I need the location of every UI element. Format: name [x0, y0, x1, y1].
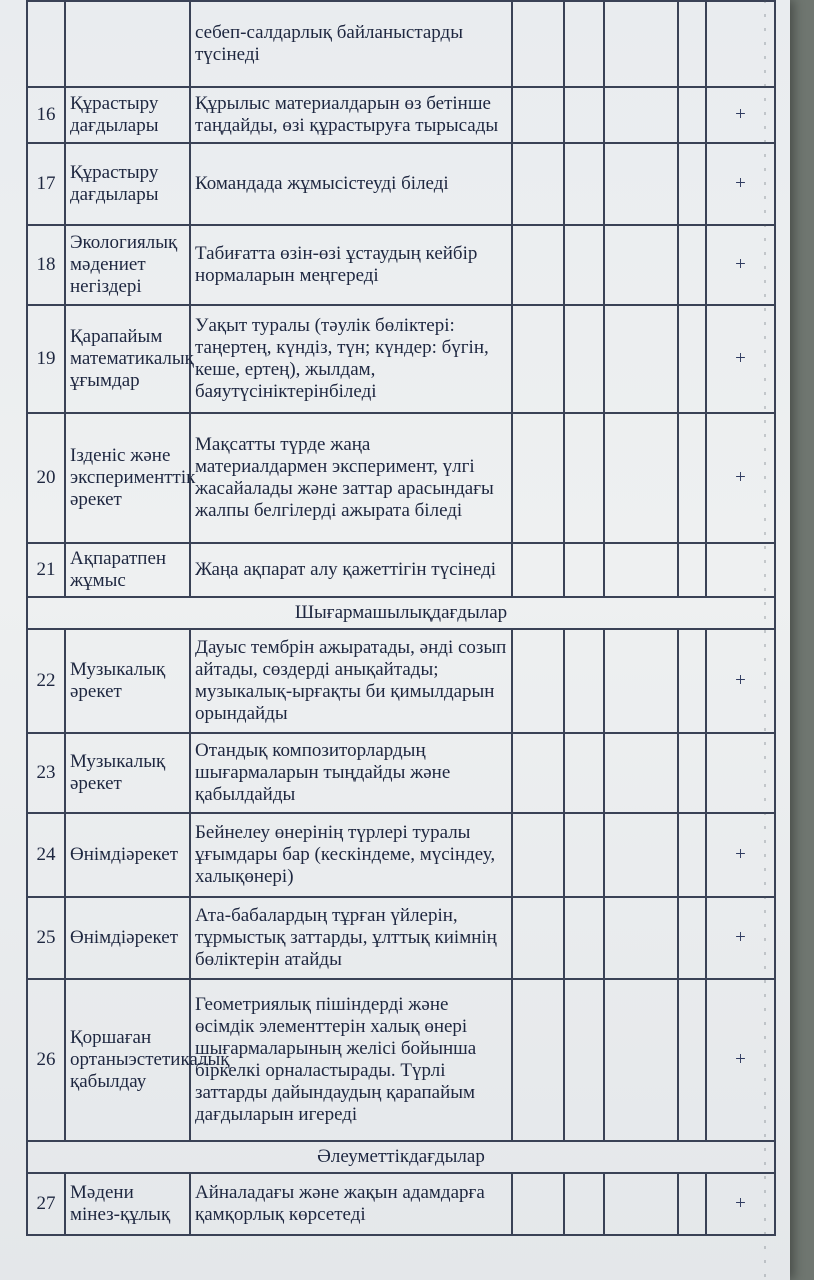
score-cell [564, 543, 604, 597]
skill-area [65, 1, 190, 87]
skill-description: Отандық композиторлардың шығармаларын тыңдайды және қабылдайды [190, 733, 512, 813]
row-number: 27 [27, 1173, 65, 1235]
score-cell [564, 979, 604, 1141]
score-cell [512, 1, 564, 87]
score-cell [678, 87, 706, 143]
checkmark-cell: + [706, 413, 775, 543]
skill-description: Табиғатта өзін-өзі ұстаудың кейбір нормаларын меңгереді [190, 225, 512, 305]
score-cell [604, 629, 678, 733]
score-cell [512, 413, 564, 543]
checkmark-cell: + [706, 979, 775, 1141]
score-cell [678, 143, 706, 225]
score-cell [512, 733, 564, 813]
score-cell [678, 813, 706, 897]
skill-area: Өнімдіәрекет [65, 813, 190, 897]
table-row [27, 413, 775, 543]
score-cell [512, 305, 564, 413]
score-cell [604, 413, 678, 543]
score-cell [512, 1173, 564, 1235]
score-cell [678, 629, 706, 733]
score-cell [512, 225, 564, 305]
skill-area: Мәдени мінез-құлық [65, 1173, 190, 1235]
score-cell [678, 225, 706, 305]
table-row [27, 629, 775, 733]
section-row [27, 597, 775, 629]
score-cell [604, 1173, 678, 1235]
table-row [27, 1, 775, 87]
score-cell [564, 305, 604, 413]
score-cell [512, 629, 564, 733]
skill-area: Ақпаратпен жұмыс [65, 543, 190, 597]
score-cell [604, 225, 678, 305]
skill-area: Музыкалық әрекет [65, 733, 190, 813]
checkmark-cell: + [706, 225, 775, 305]
score-cell [604, 87, 678, 143]
skill-area: Ізденіс және эксперименттік әрекет [65, 413, 190, 543]
score-cell [604, 897, 678, 979]
score-cell [678, 413, 706, 543]
table-row [27, 813, 775, 897]
score-cell [604, 143, 678, 225]
score-cell [564, 629, 604, 733]
row-number: 18 [27, 225, 65, 305]
assessment-table [26, 0, 776, 1236]
score-cell [564, 413, 604, 543]
checkmark-cell: + [706, 87, 775, 143]
table-row [27, 543, 775, 597]
row-number: 22 [27, 629, 65, 733]
section-heading: Әлеуметтікдағдылар [27, 1141, 775, 1173]
score-cell [512, 143, 564, 225]
table-row [27, 143, 775, 225]
checkmark-cell: + [706, 813, 775, 897]
checkmark-cell: + [706, 629, 775, 733]
skill-area: Музыкалық әрекет [65, 629, 190, 733]
score-cell [564, 897, 604, 979]
skill-description: Бейнелеу өнерінің түрлері туралы ұғымдары бар (кескіндеме, мүсіндеу, халықөнері) [190, 813, 512, 897]
score-cell [564, 733, 604, 813]
row-number: 19 [27, 305, 65, 413]
skill-area: Қоршаған ортаныэстетикалық қабылдау [65, 979, 190, 1141]
skill-description: Мақсатты түрде жаңа материалдармен эксперимент, үлгі жасайалады және заттар арасындағы жалпы белгілерді ажырата біледі [190, 413, 512, 543]
skill-area: Өнімдіәрекет [65, 897, 190, 979]
table-row [27, 225, 775, 305]
score-cell [678, 305, 706, 413]
score-cell [604, 543, 678, 597]
skill-description: Командада жұмысістеуді біледі [190, 143, 512, 225]
score-cell [678, 979, 706, 1141]
score-cell [564, 87, 604, 143]
score-cell [512, 543, 564, 597]
skill-description: Айналадағы және жақын адамдарға қамқорлық көрсетеді [190, 1173, 512, 1235]
checkmark-cell: + [706, 305, 775, 413]
skill-description: Құрылыс материалдарын өз бетінше таңдайды, өзі құрастыруға тырысады [190, 87, 512, 143]
table-row [27, 733, 775, 813]
score-cell [564, 1173, 604, 1235]
row-number: 26 [27, 979, 65, 1141]
row-number: 25 [27, 897, 65, 979]
skill-area: Экологиялық мәдениет негіздері [65, 225, 190, 305]
score-cell [604, 813, 678, 897]
table-row [27, 87, 775, 143]
table-row [27, 979, 775, 1141]
row-number: 20 [27, 413, 65, 543]
score-cell [564, 143, 604, 225]
skill-description: Жаңа ақпарат алу қажеттігін түсінеді [190, 543, 512, 597]
checkmark-cell: + [706, 1173, 775, 1235]
score-cell [512, 979, 564, 1141]
score-cell [678, 1, 706, 87]
row-number: 23 [27, 733, 65, 813]
score-cell [604, 1, 678, 87]
score-cell [678, 897, 706, 979]
score-cell [564, 225, 604, 305]
table-row [27, 305, 775, 413]
skill-description: Геометриялық пішіндерді және өсімдік элементтерін халық өнері шығармаларының желісі бойынша біркелкі орналастырады. Түрлі заттарды дайындаудың қарапайым дағдыларын игереді [190, 979, 512, 1141]
score-cell [604, 979, 678, 1141]
skill-area: Құрастыру дағдылары [65, 87, 190, 143]
row-number: 16 [27, 87, 65, 143]
skill-description: себеп-салдарлық байланыстарды түсінеді [190, 1, 512, 87]
page-edge-shadow [764, 0, 766, 1280]
section-heading: Шығармашылықдағдылар [27, 597, 775, 629]
skill-description: Уақыт туралы (тәулік бөліктері: таңертең, күндіз, түн; күндер: бүгін, кеше, ертең), жылдам, баяутүсініктерінбіледі [190, 305, 512, 413]
row-number [27, 1, 65, 87]
score-cell [678, 1173, 706, 1235]
table-row [27, 1173, 775, 1235]
score-cell [564, 1, 604, 87]
score-cell [678, 543, 706, 597]
checkmark-cell: + [706, 143, 775, 225]
score-cell [678, 733, 706, 813]
row-number: 17 [27, 143, 65, 225]
skill-area: Қарапайым математикалық ұғымдар [65, 305, 190, 413]
score-cell [604, 733, 678, 813]
row-number: 24 [27, 813, 65, 897]
skill-description: Ата-бабалардың тұрған үйлерін, тұрмыстық заттарды, ұлттық киімнің бөліктерін атайды [190, 897, 512, 979]
section-row [27, 1141, 775, 1173]
score-cell [564, 813, 604, 897]
skill-description: Дауыс тембрін ажыратады, әнді созып айтады, сөздерді анықайтады; музыкалық-ырғақты би қимылдарын орындайды [190, 629, 512, 733]
score-cell [604, 305, 678, 413]
checkmark-cell: + [706, 897, 775, 979]
row-number: 21 [27, 543, 65, 597]
skill-area: Құрастыру дағдылары [65, 143, 190, 225]
score-cell [512, 813, 564, 897]
score-cell [512, 87, 564, 143]
score-cell [512, 897, 564, 979]
table-row [27, 897, 775, 979]
